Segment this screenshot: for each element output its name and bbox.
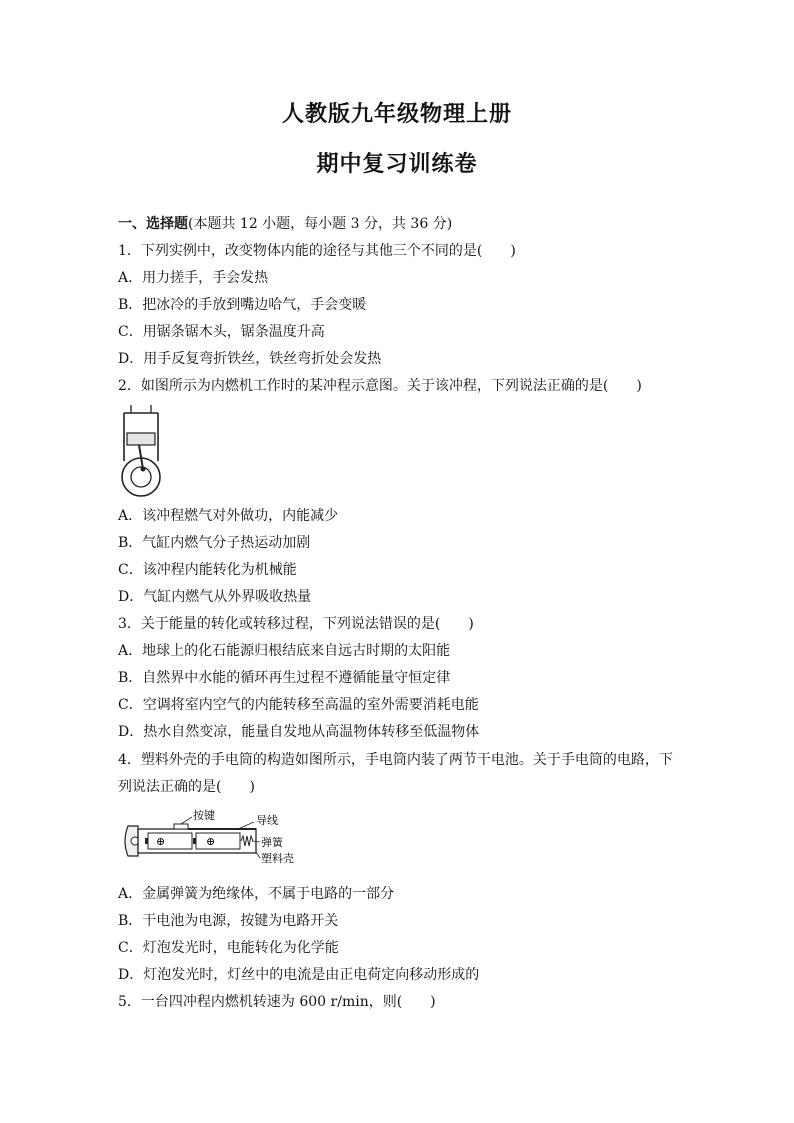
- page-subtitle: 期中复习训练卷: [316, 151, 478, 177]
- question-2-option-a: A．该冲程燃气对外做功，内能减少: [118, 508, 339, 524]
- question-4-option-b: B．干电池为电源，按键为电路开关: [118, 913, 339, 929]
- question-4-option-a: A．金属弹簧为绝缘体，不属于电路的一部分: [118, 886, 395, 902]
- battery-2-plus-symbol: ⊕: [206, 835, 216, 848]
- button: [174, 824, 188, 829]
- question-4-stem-line1: 4．塑料外壳的手电筒的构造如图所示，手电筒内装了两节干电池。关于手电筒的电路，下: [118, 752, 673, 768]
- button-leader: [181, 817, 192, 824]
- crank-pin: [141, 467, 146, 472]
- question-1-option-a: A．用力搓手，手会发热: [118, 270, 269, 286]
- question-3-option-b: B．自然界中水能的循环再生过程不遵循能量守恒定律: [118, 670, 451, 686]
- question-2-stem: 2．如图所示为内燃机工作时的某冲程示意图。关于该冲程，下列说法正确的是( ): [118, 378, 642, 394]
- section-note: (本题共 12 小题，每小题 3 分，共 36 分): [188, 216, 453, 232]
- question-1-option-c: C．用锯条锯木头，锯条温度升高: [118, 324, 325, 340]
- question-2-option-d: D．气缸内燃气从外界吸收热量: [118, 589, 312, 605]
- question-4-stem-line2: 列说法正确的是( ): [118, 779, 255, 795]
- question-2-option-c: C．该冲程内能转化为机械能: [118, 562, 297, 578]
- flashlight-figure: [118, 808, 303, 870]
- wire-leader: [238, 822, 254, 829]
- question-1-stem: 1．下列实例中，改变物体内能的途径与其他三个不同的是( ): [118, 243, 516, 259]
- shell-leader: [256, 852, 260, 858]
- page-title: 人教版九年级物理上册: [281, 101, 512, 127]
- engine-diagram: [118, 403, 168, 501]
- battery-1-plus-symbol: ⊕: [156, 835, 166, 848]
- section-label: 一、选择题: [118, 216, 188, 232]
- battery-1-terminal: [145, 838, 148, 844]
- question-2-option-b: B．气缸内燃气分子热运动加剧: [118, 535, 311, 551]
- question-3-stem: 3．关于能量的转化或转移过程，下列说法错误的是( ): [118, 616, 474, 632]
- label-wire: 导线: [256, 814, 278, 827]
- engine-stroke-figure: [118, 403, 168, 501]
- flashlight-diagram: [118, 808, 303, 870]
- question-1-option-b: B．把冰冷的手放到嘴边哈气，手会变暖: [118, 297, 367, 313]
- question-4-option-d: D．灯泡发光时，灯丝中的电流是由正电荷定向移动形成的: [118, 967, 480, 983]
- question-5-stem: 5．一台四冲程内燃机转速为 600 r/min，则( ): [118, 994, 436, 1010]
- label-shell: 塑料壳: [261, 852, 294, 865]
- battery-1: [148, 833, 192, 849]
- question-4-option-c: C．灯泡发光时，电能转化为化学能: [118, 940, 339, 956]
- question-3-option-c: C．空调将室内空气的内能转移至高温的室外需要消耗电能: [118, 697, 479, 713]
- label-button: 按键: [193, 809, 215, 822]
- section-heading: [118, 215, 452, 233]
- question-1-option-d: D．用手反复弯折铁丝，铁丝弯折处会发热: [118, 351, 382, 367]
- battery-2-terminal: [193, 838, 196, 844]
- question-3-option-d: D．热水自然变凉，能量自发地从高温物体转移至低温物体: [118, 724, 480, 740]
- question-3-option-a: A．地球上的化石能源归根结底来自远古时期的太阳能: [118, 643, 451, 659]
- piston: [127, 433, 155, 445]
- label-spring: 弹簧: [261, 836, 283, 849]
- battery-2: [196, 833, 240, 849]
